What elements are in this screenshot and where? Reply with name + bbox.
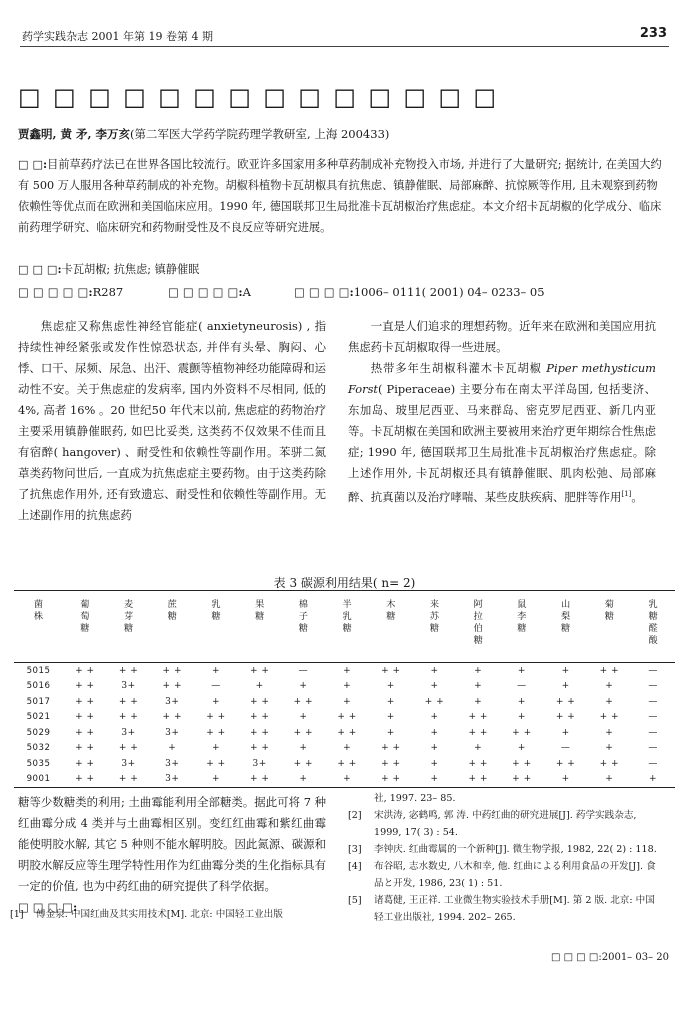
table-cell: + + [468,712,488,723]
references-heading: □ □ □ □: [18,900,78,914]
paragraph: 糖等少数糖类的利用; 土曲霉能利用全部糖类。据此可将 7 种红曲霉分成 4 类并与土曲霉相区别。变红红曲霉和紫红曲霉能使明胶水解, 其它 5 种则不能水解明胶。因此氮源、碳源和明胶水解反应等生理学特性用作为红曲霉分类的生化指标具有一定的价值, 也为中药红曲的研究提供了科学依据。 [18,795,326,893]
table-cell: + [430,727,439,738]
strain-id-cell: 5029 [26,727,51,738]
article-id: □ □ □ □:1006– 0111( 2001) 04– 0233– 05 [294,285,545,299]
table-cell: + [474,665,483,676]
table-cell: + + [599,665,620,676]
table-cell: + + [555,712,576,723]
table-cell: + + [249,774,270,785]
running-header [20,26,669,47]
table-cell: + + [75,696,95,707]
carbon-source-table [14,590,675,788]
table-cell: + [430,712,439,723]
table-cell: + [211,665,220,676]
reference-list-left [10,906,328,923]
column-header-label: 山梨糖 [561,599,571,634]
table-cell: 3+ [252,758,267,769]
table-cell: — [648,712,658,723]
table-cell: + [474,681,483,692]
table-cell: + [605,727,614,738]
column-header [238,591,282,663]
table-cell: + + [468,758,488,769]
table-cell: + + [249,712,270,723]
table-cell: 3+ [165,727,180,738]
table-cell: + [343,774,352,785]
table-cell: + + [75,665,95,676]
table-cell: + + [162,665,182,676]
column-header [500,591,544,663]
table-cell: + + [381,774,401,785]
table-cell: + + [249,696,270,707]
reference-item [10,906,328,923]
table-cell: + [386,681,395,692]
table-cell: + + [468,727,488,738]
table-cell: — [648,743,658,754]
table-cell: + [168,743,177,754]
abstract-label: □ □: [18,157,48,171]
column-header [631,591,675,663]
table-cell: + [517,743,526,754]
table-cell: + + [293,696,314,707]
paragraph: 焦虑症又称焦虑性神经官能症( anxietyneurosis) , 指持续性神经紧张或发作性惊恐状态, 并伴有头晕、胸闷、心悸、口干、尿频、尿急、出汗、震颤等植物神经功能障碍和运动性不安。关于焦虑症的发病率, 国内外资料不尽相同, 低的 4%, 高者 16% 。20 世纪50 年代末以前, 焦虑症的药物治疗主要采用镇静催眠药, 如巴比妥类, 这类药不仅效果不佳而且有宿醉( hangover) 、耐受性和依赖性等副作用。苯骈二氮䓬类药物问世后, 一直成为抗焦虑症主要药物。由于这类药除了抗焦虑作用外, 还有致遗忘、耐受性和依赖性等副作用。无上述副作用的抗焦虑药 [18,319,326,522]
table-cell: + + [162,681,182,692]
reference-item [348,841,664,858]
table-cell: + + [249,727,270,738]
table-cell: + + [75,774,95,785]
table-cell: + + [555,696,576,707]
table-cell: + [211,774,220,785]
table-cell: + + [512,758,532,769]
table-cell: + [605,743,614,754]
table-cell: + + [206,712,226,723]
reference-number: [3] [348,844,362,855]
column-header-label: 木糖 [386,599,396,622]
table-cell: + + [424,696,445,707]
author-names: 贾鑫明, 黄 矛, 李万亥 [18,127,131,141]
table-cell: + [605,774,614,785]
reference-item [348,892,664,926]
column-header [369,591,413,663]
table-cell: — [648,665,658,676]
table-cell: + [649,774,658,785]
reference-number: [2] [348,810,362,821]
table-row [14,725,675,741]
column-header [14,591,63,663]
table-cell: + [561,665,570,676]
table-cell: + [343,743,352,754]
table-cell: + [299,743,308,754]
table-cell: + [561,681,570,692]
reference-number: [1] [10,909,24,920]
table-cell: 3+ [165,696,180,707]
column-header-label: 来苏糖 [429,599,440,634]
table-cell: + + [337,758,357,769]
strain-id-cell: 5021 [26,712,51,723]
table-cell: + + [381,743,401,754]
body-column-left [18,316,326,526]
column-header-label: 乳糖 [211,599,221,622]
column-header-label: 果糖 [255,599,265,622]
document-code: □ □ □ □ □:A [168,285,251,299]
strain-id-cell: 5017 [26,696,51,707]
strain-id-cell: 5016 [26,681,51,692]
table-row [14,772,675,788]
column-header-label: 葡萄糖 [80,599,90,634]
table-cell: + + [381,758,401,769]
table-cell: — [648,758,658,769]
table-row [14,694,675,710]
column-header [107,591,151,663]
keywords-text: 卡瓦胡椒; 抗焦虑; 镇静催眠 [61,263,200,276]
table-cell: + [255,681,264,692]
table-cell: + [517,712,526,723]
reference-text: 李钟庆. 红曲霉属的一个新种[J]. 微生物学报, 1982, 22( 2) : 118. [374,844,657,855]
table-cell: + + [75,758,95,769]
table-cell: + [343,665,352,676]
table-cell: + [430,743,439,754]
reference-text: 社, 1997. 23– 85. [374,793,456,804]
table-cell: + + [75,743,95,754]
strain-id-cell: 5015 [26,665,51,676]
column-header [150,591,194,663]
body-column-right [348,316,656,508]
column-header-label: 鼠李糖 [517,599,527,634]
table-cell: + [211,696,220,707]
table-cell: + + [381,665,401,676]
reference-item [348,790,664,807]
table-row [14,741,675,757]
table-cell: + [474,696,483,707]
keywords [18,261,199,277]
column-header-label: 菊糖 [604,599,614,622]
table-cell: + [430,758,439,769]
table-cell: + [386,696,395,707]
table-row [14,663,675,679]
author-line [18,126,389,142]
column-header [456,591,500,663]
table-cell: + + [555,758,576,769]
table-cell: 3+ [121,727,136,738]
table-cell: + [430,681,439,692]
table-header-row [14,591,675,663]
table-cell: + + [468,774,488,785]
reference-item [348,858,664,892]
table-cell: + + [206,758,226,769]
table-cell: + + [118,774,139,785]
table-cell: + [605,696,614,707]
table-cell: + + [293,727,314,738]
table-cell: + [211,743,220,754]
table-cell: + [386,712,395,723]
table-cell: + + [75,681,95,692]
table-cell: + + [249,665,270,676]
column-header [63,591,107,663]
reference-number: [4] [348,861,362,872]
table-cell: + + [249,743,270,754]
table-cell: — [648,696,658,707]
column-header [544,591,588,663]
table-row [14,679,675,695]
affiliation: (第二军医大学药学院药理学教研室, 上海 200433) [130,127,390,141]
article-title: □ □ □ □ □ □ □ □ □ □ □ □ □ □ [18,82,499,111]
reference-list-right [348,790,664,926]
received-date: □ □ □ □:2001– 03– 20 [551,952,669,963]
table-cell: + + [206,727,226,738]
table-cell: — [298,665,309,676]
reference-text: 布谷昭, 志水数史, 八木和幸, 他. 红曲による利用食品の开发[J]. 食品と开发, 1986, 23( 1) : 51. [374,861,656,889]
latin-name: Piper methysticum Forst [348,361,656,396]
column-header-label: 蔗糖 [167,599,177,622]
abstract [18,154,666,238]
table-cell: 3+ [121,681,136,692]
table-cell: — [648,681,658,692]
column-header-label: 菌株 [33,599,44,622]
column-header [413,591,457,663]
column-header [194,591,238,663]
column-header-label: 半乳糖 [342,599,352,634]
citation: [1] [621,490,632,498]
page-number: 233 [639,26,667,41]
column-header [587,591,631,663]
reference-text: 诸葛健, 王正祥. 工业微生物实验技术手册[M]. 第 2 版. 北京: 中国轻工业出版社, 1994. 202– 265. [374,895,655,923]
table-cell: + + [337,727,357,738]
table-cell: + [343,681,352,692]
table-cell: 3+ [165,758,180,769]
table-cell: + [605,681,614,692]
table-cell: + + [118,743,139,754]
column-header-label: 棉子糖 [298,599,308,634]
data-table [14,591,675,787]
column-header-label: 麦芽糖 [123,599,134,634]
clc-number: □ □ □ □ □:R287 [18,285,124,299]
classification-line [18,285,666,299]
reference-number: [5] [348,895,362,906]
table-cell: + [343,696,352,707]
column-header-label: 阿拉伯糖 [473,599,483,646]
table-cell: + + [75,712,95,723]
table-cell: + + [118,696,139,707]
strain-id-cell: 5032 [26,743,51,754]
table-cell: — [211,681,221,692]
column-header [325,591,369,663]
reference-text: 宋洪涛, 宓鹤鸣, 郭 涛. 中药红曲的研究进展[J]. 药学实践杂志, 1999, 17( 3) : 54. [374,810,637,838]
table-cell: 3+ [121,758,136,769]
table-caption: 表 3 碳源利用结果( n= 2) [273,576,416,590]
table-cell: + + [599,758,620,769]
table-cell: + [299,774,308,785]
table-cell: + [430,665,439,676]
keywords-label: □ □ □: [18,262,62,276]
table-cell: — [517,681,527,692]
table-cell: + + [118,665,139,676]
table-cell: + + [599,712,620,723]
table-cell: + [517,696,526,707]
abstract-text: 目前草药疗法已在世界各国比较流行。欧亚许多国家用多种草药制成补充物投入市场, 并进行了大量研究; 据统计, 在美国大约有 500 万人服用各种草药制成的补充物。胡椒科植物卡瓦胡椒具有抗焦虑、镇静催眠、局部麻醉、抗惊厥等作用, 且未观察到药物依赖性等优点而在欧洲和美国临床应用。1990 年, 德国联邦卫生局批准卡瓦胡椒治疗焦虑症。本文介绍卡瓦胡椒的化学成分、临床前药理学研究、临床研究和药物耐受性及不良反应等研究进展。 [18,158,662,234]
column-header [282,591,326,663]
table-cell: + [299,712,308,723]
table-cell: + + [118,712,139,723]
table-cell: + + [512,774,532,785]
table-row [14,710,675,726]
reference-item [348,807,664,841]
table-cell: + [386,727,395,738]
table-cell: + [430,774,439,785]
paragraph: 热带多年生胡椒科灌木卡瓦胡椒 Piper methysticum Forst( Piperaceae) 主要分布在南太平洋岛国, 包括斐济、东加岛、玻里尼西亚、马来群岛、密克罗尼西亚、新几内亚等。卡瓦胡椒在美国和欧洲主要被用来治疗更年期综合性焦虑症; 1990 年, 德国联邦卫生局批准卡瓦胡椒治疗焦虑症。除上述作用外, 卡瓦胡椒还具有镇静催眠、肌肉松弛、局部麻醉、抗真菌以及治疗哮喘、某些皮肤疾病、肥胖等作用[1]。 [348,361,656,504]
reference-text: 傅金泉. 中国红曲及其实用技术[M]. 北京: 中国轻工业出版 [36,909,283,920]
table-cell: + + [75,727,95,738]
table-body [14,663,675,788]
table-cell: + + [293,758,314,769]
table-cell: + + [337,712,357,723]
body-column-lower-left [18,792,326,918]
table-cell: — [560,743,571,754]
table-cell: + [299,681,308,692]
table-row [14,756,675,772]
table-cell: — [648,727,658,738]
table-cell: + [517,665,526,676]
table-cell: + [474,743,483,754]
table-cell: + + [512,727,532,738]
table-cell: + [561,774,570,785]
journal-name: 药学实践杂志 2001 年第 19 卷第 4 期 [22,30,213,43]
table-cell: + [561,727,570,738]
column-header-label: 乳糖醛酸 [648,599,658,646]
table-cell: 3+ [165,774,180,785]
table-cell: + + [162,712,182,723]
strain-id-cell: 9001 [26,774,51,785]
strain-id-cell: 5035 [26,758,51,769]
paragraph: 一直是人们追求的理想药物。近年来在欧洲和美国应用抗焦虑药卡瓦胡椒取得一些进展。 [348,319,656,354]
